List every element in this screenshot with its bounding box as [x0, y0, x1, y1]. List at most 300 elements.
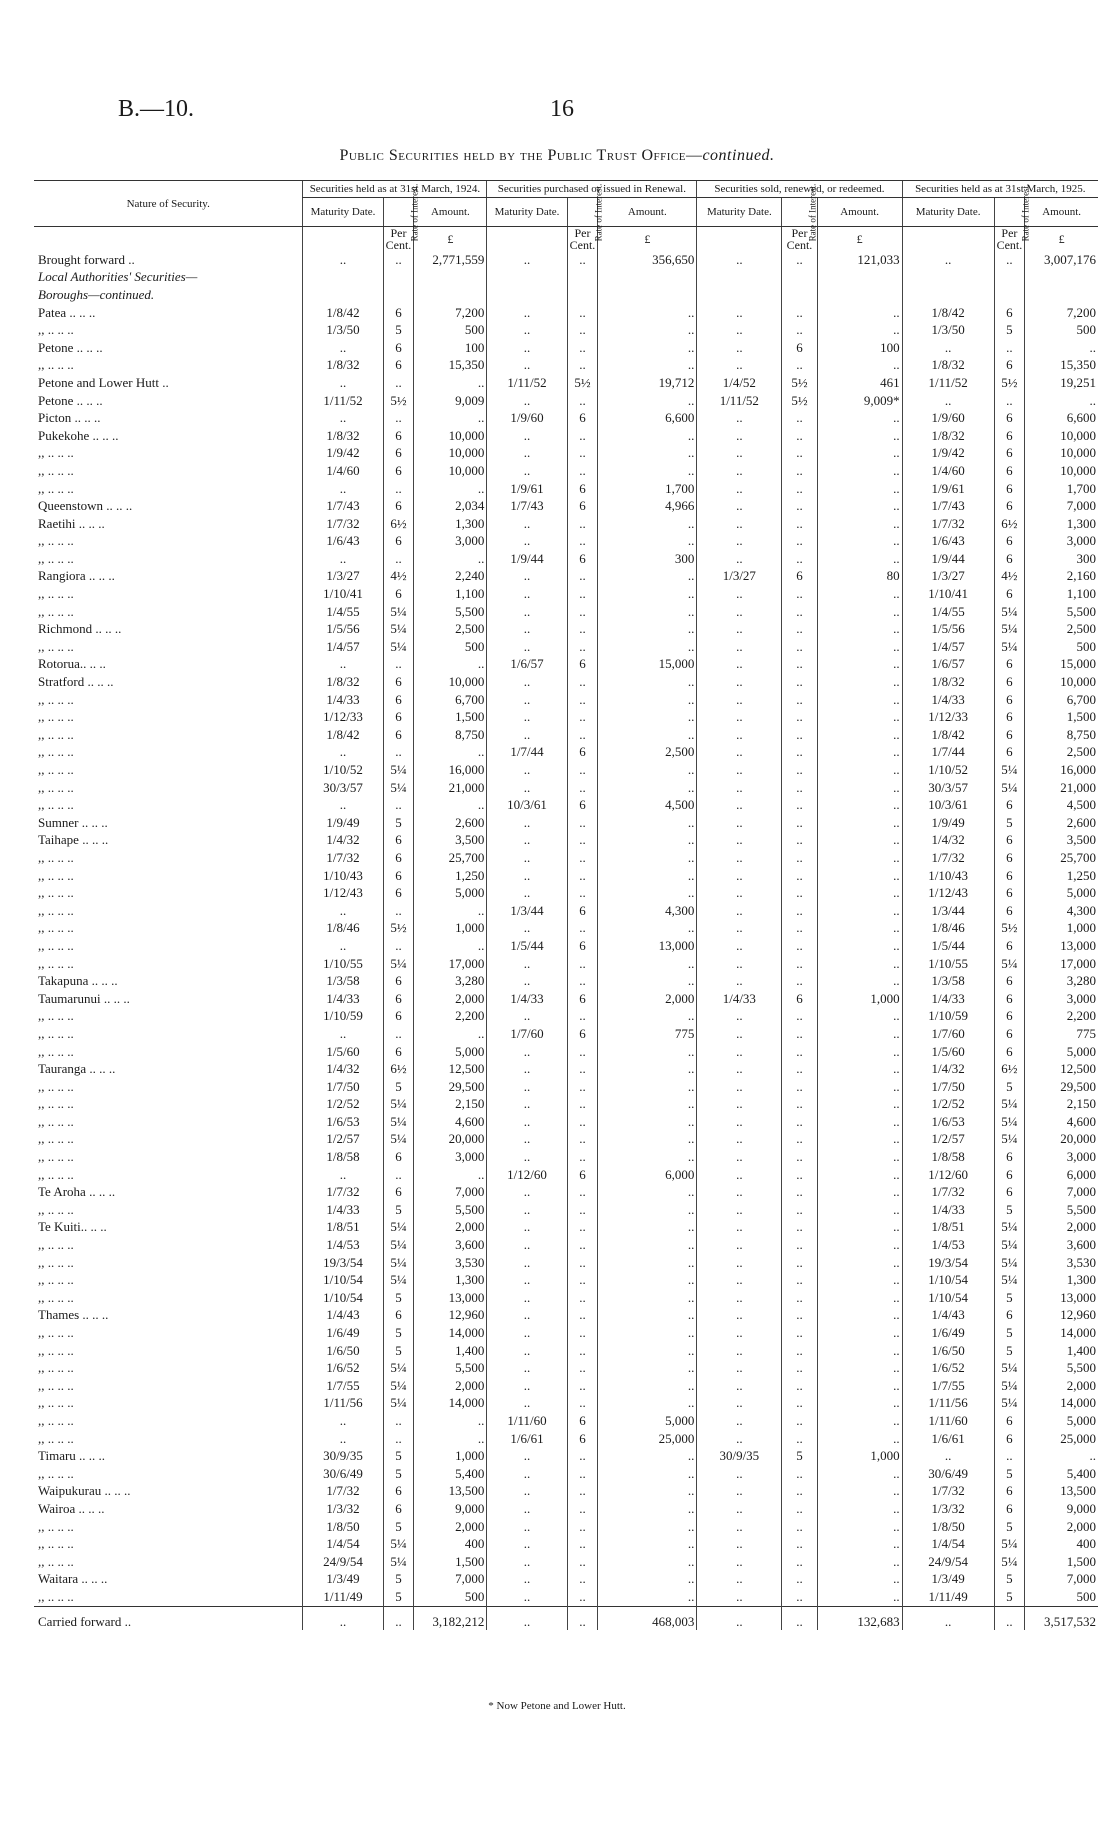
table-cell: 10,000	[1025, 673, 1098, 691]
table-cell: ..	[782, 1219, 817, 1237]
table-cell: ..	[598, 1271, 697, 1289]
table-cell: 4,300	[598, 902, 697, 920]
table-cell: ..	[414, 796, 487, 814]
table-cell: 14,000	[1025, 1324, 1098, 1342]
table-cell: ..	[487, 445, 567, 463]
table-cell: 5¼	[994, 779, 1025, 797]
table-cell: ..	[782, 937, 817, 955]
units-nature-blank	[34, 227, 303, 252]
table-cell: 6	[994, 990, 1025, 1008]
table-cell: 6	[383, 884, 414, 902]
table-cell: 3,500	[414, 832, 487, 850]
table-cell: 1/11/52	[902, 374, 994, 392]
table-row	[34, 357, 1098, 375]
table-cell: ..	[697, 1236, 782, 1254]
table-row	[34, 744, 1098, 762]
table-cell: 5	[383, 1289, 414, 1307]
table-cell: ..	[567, 1359, 598, 1377]
table-cell: 7,000	[1025, 1183, 1098, 1201]
table-cell: ..	[817, 1078, 902, 1096]
table-cell: 6	[383, 990, 414, 1008]
security-name: ,, .. .. ..	[38, 955, 74, 971]
table-cell: ..	[567, 620, 598, 638]
table-cell: 7,200	[1025, 304, 1098, 322]
table-cell: ..	[487, 1289, 567, 1307]
table-row	[34, 638, 1098, 656]
table-cell: ..	[567, 1324, 598, 1342]
security-name: Raetihi .. .. ..	[38, 515, 105, 531]
units-pound: £	[598, 227, 697, 252]
table-cell: ..	[817, 1571, 902, 1589]
table-cell: ..	[383, 480, 414, 498]
table-cell: ..	[487, 357, 567, 375]
table-cell: ..	[383, 1166, 414, 1184]
table-row	[34, 1483, 1098, 1501]
table-cell: ..	[567, 1606, 598, 1630]
table-cell: ..	[697, 656, 782, 674]
table-cell: ..	[567, 1307, 598, 1325]
table-cell: 1/4/57	[303, 638, 383, 656]
security-name: Taumarunui .. .. ..	[38, 990, 130, 1006]
table-cell: 6	[994, 1307, 1025, 1325]
table-cell: 10,000	[414, 445, 487, 463]
table-cell: ..	[598, 1183, 697, 1201]
table-cell: 1/4/33	[902, 990, 994, 1008]
table-cell: 1/7/43	[303, 497, 383, 515]
table-cell: 2,500	[1025, 744, 1098, 762]
table-cell: 468,003	[598, 1606, 697, 1630]
table-cell: 5	[383, 1571, 414, 1589]
table-cell: 13,500	[1025, 1483, 1098, 1501]
table-cell: 1/4/33	[902, 1201, 994, 1219]
table-cell: ..	[414, 656, 487, 674]
table-cell: 5½	[383, 392, 414, 410]
table-cell: ..	[817, 796, 902, 814]
table-row	[34, 1588, 1098, 1606]
table-cell: 6	[994, 585, 1025, 603]
table-cell: ..	[414, 1412, 487, 1430]
security-name: ,, .. .. ..	[38, 1078, 74, 1094]
table-cell: ..	[598, 1219, 697, 1237]
security-name: ,, .. .. ..	[38, 1377, 74, 1393]
table-row	[34, 480, 1098, 498]
table-cell: ..	[782, 304, 817, 322]
securities-table	[34, 180, 1098, 1630]
security-name: ,, .. .. ..	[38, 1325, 74, 1341]
table-cell: 2,200	[1025, 1008, 1098, 1026]
table-cell: ..	[782, 427, 817, 445]
table-cell: 1/3/50	[303, 321, 383, 339]
table-cell: 15,000	[598, 656, 697, 674]
table-cell: 2,000	[414, 1377, 487, 1395]
table-cell: ..	[817, 445, 902, 463]
table-row	[34, 990, 1098, 1008]
table-cell: 3,000	[1025, 1148, 1098, 1166]
table-cell: 5¼	[383, 955, 414, 973]
table-cell: 1/4/53	[902, 1236, 994, 1254]
security-name: ,, .. .. ..	[38, 797, 74, 813]
table-cell: ..	[697, 761, 782, 779]
table-cell: 5¼	[383, 638, 414, 656]
table-cell: ..	[782, 1131, 817, 1149]
table-cell: 5	[383, 321, 414, 339]
table-cell: ..	[697, 673, 782, 691]
table-cell: ..	[697, 1289, 782, 1307]
table-cell: ..	[782, 1096, 817, 1114]
table-cell: 25,000	[1025, 1430, 1098, 1448]
table-cell: 5	[994, 814, 1025, 832]
table-cell: 2,500	[1025, 620, 1098, 638]
table-cell: 5	[383, 1324, 414, 1342]
table-cell: 1/10/55	[303, 955, 383, 973]
table-cell: 1/6/53	[303, 1113, 383, 1131]
table-cell: ..	[487, 867, 567, 885]
table-cell: 7,000	[1025, 497, 1098, 515]
table-cell: ..	[782, 955, 817, 973]
table-cell: ..	[817, 920, 902, 938]
table-cell: 30/6/49	[902, 1465, 994, 1483]
table-cell: 1/6/61	[487, 1430, 567, 1448]
table-cell: 1,400	[1025, 1342, 1098, 1360]
table-cell: ..	[567, 462, 598, 480]
table-cell: ..	[697, 1465, 782, 1483]
table-cell: ..	[817, 832, 902, 850]
table-cell: ..	[817, 937, 902, 955]
table-cell: 6	[994, 796, 1025, 814]
table-cell: 6,700	[414, 691, 487, 709]
table-cell: 775	[598, 1025, 697, 1043]
table-cell: 5¼	[994, 1395, 1025, 1413]
table-cell	[414, 286, 487, 304]
group-header-sold: Securities sold, renewed, or redeemed.	[697, 181, 902, 198]
table-cell: 5	[383, 1588, 414, 1606]
table-cell: 6	[994, 884, 1025, 902]
table-cell: 6	[567, 744, 598, 762]
table-cell: 1/7/60	[487, 1025, 567, 1043]
security-name: Petone .. .. ..	[38, 339, 103, 355]
table-cell: 24/9/54	[303, 1553, 383, 1571]
table-cell: 5¼	[383, 779, 414, 797]
table-cell: ..	[414, 1166, 487, 1184]
table-cell: ..	[567, 427, 598, 445]
security-name: ,, .. .. ..	[38, 1360, 74, 1376]
table-cell	[817, 269, 902, 287]
table-cell: 5½	[994, 374, 1025, 392]
security-name: Taihape .. .. ..	[38, 832, 109, 848]
table-cell: ..	[697, 1359, 782, 1377]
table-cell: 6	[383, 427, 414, 445]
table-cell: ..	[598, 1236, 697, 1254]
table-cell: 300	[1025, 550, 1098, 568]
table-cell: 25,000	[598, 1430, 697, 1448]
table-cell: 9,000	[414, 1500, 487, 1518]
table-cell: ..	[817, 1307, 902, 1325]
table-cell: 1,300	[1025, 1271, 1098, 1289]
table-cell: ..	[487, 1500, 567, 1518]
security-name: Brought forward ..	[38, 251, 135, 267]
table-cell: ..	[697, 1043, 782, 1061]
table-cell: ..	[598, 779, 697, 797]
table-cell: 1/4/57	[902, 638, 994, 656]
table-cell: 1/4/33	[303, 1201, 383, 1219]
table-cell: ..	[567, 1500, 598, 1518]
table-cell: 1/4/55	[303, 603, 383, 621]
table-cell: 2,000	[414, 990, 487, 1008]
security-name: ,, .. .. ..	[38, 920, 74, 936]
table-cell: 5,500	[1025, 603, 1098, 621]
table-cell: ..	[697, 497, 782, 515]
table-cell: 6	[383, 1148, 414, 1166]
table-cell: ..	[782, 1254, 817, 1272]
table-cell: 1/8/42	[902, 304, 994, 322]
table-cell: 80	[817, 568, 902, 586]
table-cell: ..	[782, 480, 817, 498]
table-cell: 1/4/32	[902, 832, 994, 850]
table-cell: ..	[383, 796, 414, 814]
table-cell: ..	[598, 726, 697, 744]
table-cell: 1/7/32	[902, 849, 994, 867]
table-cell: ..	[487, 726, 567, 744]
table-cell: 6	[994, 550, 1025, 568]
table-row	[34, 1148, 1098, 1166]
table-cell: 6	[994, 849, 1025, 867]
table-cell: ..	[782, 321, 817, 339]
security-name: ,, .. .. ..	[38, 1342, 74, 1358]
table-cell: ..	[697, 1483, 782, 1501]
table-cell: ..	[782, 620, 817, 638]
table-cell: 6	[383, 462, 414, 480]
rate-of-interest-label: Rate of Interest.	[408, 183, 419, 242]
table-cell: 5,500	[414, 1359, 487, 1377]
table-cell: ..	[567, 1148, 598, 1166]
table-cell: 19,251	[1025, 374, 1098, 392]
table-cell: ..	[598, 1008, 697, 1026]
table-cell: 5,500	[414, 1201, 487, 1219]
security-name: Takapuna .. .. ..	[38, 973, 118, 989]
table-cell: ..	[487, 1307, 567, 1325]
table-cell: ..	[817, 1060, 902, 1078]
table-cell: 1,000	[817, 1447, 902, 1465]
table-cell: ..	[567, 726, 598, 744]
table-cell: 19,712	[598, 374, 697, 392]
security-name: ,, .. .. ..	[38, 1166, 74, 1182]
table-cell: 15,350	[1025, 357, 1098, 375]
table-cell: 5¼	[994, 1377, 1025, 1395]
table-cell: 6	[994, 744, 1025, 762]
table-row	[34, 832, 1098, 850]
table-cell: ..	[487, 620, 567, 638]
table-cell: ..	[414, 744, 487, 762]
table-cell: 1/8/58	[303, 1148, 383, 1166]
table-cell: 2,000	[1025, 1518, 1098, 1536]
table-row	[34, 620, 1098, 638]
table-cell: 15,350	[414, 357, 487, 375]
table-cell: ..	[567, 779, 598, 797]
table-cell: ..	[817, 1500, 902, 1518]
table-cell: ..	[567, 691, 598, 709]
table-cell: 12,500	[1025, 1060, 1098, 1078]
security-name: Richmond .. .. ..	[38, 621, 122, 637]
table-cell: ..	[697, 972, 782, 990]
security-name: Te Aroha .. .. ..	[38, 1184, 116, 1200]
table-cell: 2,600	[414, 814, 487, 832]
table-cell: 1/7/32	[303, 849, 383, 867]
table-row	[34, 1307, 1098, 1325]
table-cell: ..	[782, 1166, 817, 1184]
table-row	[34, 1553, 1098, 1571]
table-cell: ..	[487, 1518, 567, 1536]
table-cell: 1/8/46	[303, 920, 383, 938]
table-cell: 5¼	[383, 1271, 414, 1289]
table-cell: 1/6/52	[902, 1359, 994, 1377]
table-cell: ..	[697, 304, 782, 322]
table-cell: ..	[567, 1254, 598, 1272]
table-cell: 2,200	[414, 1008, 487, 1026]
table-cell: 5	[383, 1447, 414, 1465]
table-cell: ..	[303, 374, 383, 392]
table-cell: 6	[383, 726, 414, 744]
table-cell: ..	[487, 1271, 567, 1289]
table-cell: 12,960	[414, 1307, 487, 1325]
table-cell: 5,500	[414, 603, 487, 621]
table-cell: 6	[383, 867, 414, 885]
table-cell: ..	[697, 832, 782, 850]
table-cell: 6	[383, 673, 414, 691]
table-cell: ..	[567, 1113, 598, 1131]
security-name: ,, .. .. ..	[38, 638, 74, 654]
table-cell: ..	[697, 744, 782, 762]
table-cell: ..	[487, 568, 567, 586]
table-cell: 1/7/50	[303, 1078, 383, 1096]
table-cell: ..	[598, 321, 697, 339]
table-cell: 1/7/32	[303, 515, 383, 533]
table-cell: 6½	[383, 1060, 414, 1078]
table-cell: ..	[598, 392, 697, 410]
table-cell: ..	[697, 1324, 782, 1342]
table-cell: ..	[598, 1465, 697, 1483]
maturity-date-header: Maturity Date.	[697, 198, 782, 227]
table-cell: 6	[383, 339, 414, 357]
table-cell: 1/8/50	[303, 1518, 383, 1536]
security-name: Waitara .. .. ..	[38, 1571, 108, 1587]
table-cell: ..	[697, 638, 782, 656]
table-cell: 1/11/56	[303, 1395, 383, 1413]
table-cell: 5	[383, 1078, 414, 1096]
table-cell: ..	[567, 304, 598, 322]
table-row	[34, 1289, 1098, 1307]
table-cell: 1/7/55	[902, 1377, 994, 1395]
table-cell: 13,000	[414, 1289, 487, 1307]
table-cell: ..	[598, 515, 697, 533]
table-cell: ..	[817, 1131, 902, 1149]
table-cell: ..	[567, 884, 598, 902]
table-cell: 2,771,559	[414, 251, 487, 269]
security-name: ,, .. .. ..	[38, 1043, 74, 1059]
group-header-held-1925: Securities held as at 31st March, 1925.	[902, 181, 1098, 198]
table-cell: 6	[567, 550, 598, 568]
table-cell: 5½	[782, 392, 817, 410]
table-cell: 1/6/61	[902, 1430, 994, 1448]
table-cell: ..	[782, 1008, 817, 1026]
table-cell: 6	[994, 1008, 1025, 1026]
table-cell: ..	[817, 357, 902, 375]
table-cell: 4,300	[1025, 902, 1098, 920]
page-title	[0, 147, 1114, 165]
table-cell: 1/5/44	[902, 937, 994, 955]
security-name: ,, .. .. ..	[38, 1289, 74, 1305]
table-cell: ..	[697, 867, 782, 885]
table-cell: 1/4/53	[303, 1236, 383, 1254]
table-row	[34, 533, 1098, 551]
units-pound: £	[817, 227, 902, 252]
table-cell: 16,000	[414, 761, 487, 779]
table-cell: ..	[697, 462, 782, 480]
table-cell: ..	[487, 304, 567, 322]
table-cell: ..	[567, 1342, 598, 1360]
table-cell: 1/7/60	[902, 1025, 994, 1043]
table-cell: ..	[414, 937, 487, 955]
table-cell: ..	[383, 374, 414, 392]
table-cell: ..	[487, 691, 567, 709]
table-cell: ..	[782, 849, 817, 867]
table-row	[34, 691, 1098, 709]
table-cell: 1/6/57	[902, 656, 994, 674]
table-row	[34, 1254, 1098, 1272]
table-cell	[697, 269, 782, 287]
table-cell: 400	[1025, 1535, 1098, 1553]
table-cell: 6	[994, 497, 1025, 515]
security-name: ,, .. .. ..	[38, 1412, 74, 1428]
table-cell: 10,000	[414, 462, 487, 480]
units-per-cent: Per Cent.	[994, 227, 1025, 252]
table-cell: ..	[817, 656, 902, 674]
table-cell: 5½	[782, 374, 817, 392]
table-cell: 5,000	[414, 884, 487, 902]
table-cell: ..	[598, 1377, 697, 1395]
security-name: ,, .. .. ..	[38, 1553, 74, 1569]
table-cell: 3,530	[1025, 1254, 1098, 1272]
table-row	[34, 656, 1098, 674]
table-cell: 6	[567, 1430, 598, 1448]
table-cell: 1/6/57	[487, 656, 567, 674]
table-cell: ..	[697, 1008, 782, 1026]
table-cell: ..	[782, 251, 817, 269]
table-cell: 1/3/44	[902, 902, 994, 920]
table-cell: 5¼	[994, 955, 1025, 973]
table-cell: 1/2/52	[902, 1096, 994, 1114]
table-cell: 461	[817, 374, 902, 392]
table-cell: 5,400	[1025, 1465, 1098, 1483]
table-cell: 1/8/42	[902, 726, 994, 744]
table-row	[34, 445, 1098, 463]
table-cell: 1/7/32	[902, 1483, 994, 1501]
table-cell: ..	[697, 796, 782, 814]
table-cell: 1/7/43	[902, 497, 994, 515]
table-cell: 1/12/33	[902, 708, 994, 726]
table-cell: 6	[994, 1500, 1025, 1518]
table-cell: 1/7/44	[902, 744, 994, 762]
table-cell: 9,009*	[817, 392, 902, 410]
table-cell: ..	[817, 867, 902, 885]
table-cell: 6	[383, 1307, 414, 1325]
table-cell: ..	[782, 1500, 817, 1518]
table-cell: ..	[697, 1183, 782, 1201]
table-cell: 1/6/49	[303, 1324, 383, 1342]
table-cell: 1/9/42	[303, 445, 383, 463]
table-row	[34, 1183, 1098, 1201]
table-cell: ..	[782, 1148, 817, 1166]
table-cell: ..	[902, 339, 994, 357]
